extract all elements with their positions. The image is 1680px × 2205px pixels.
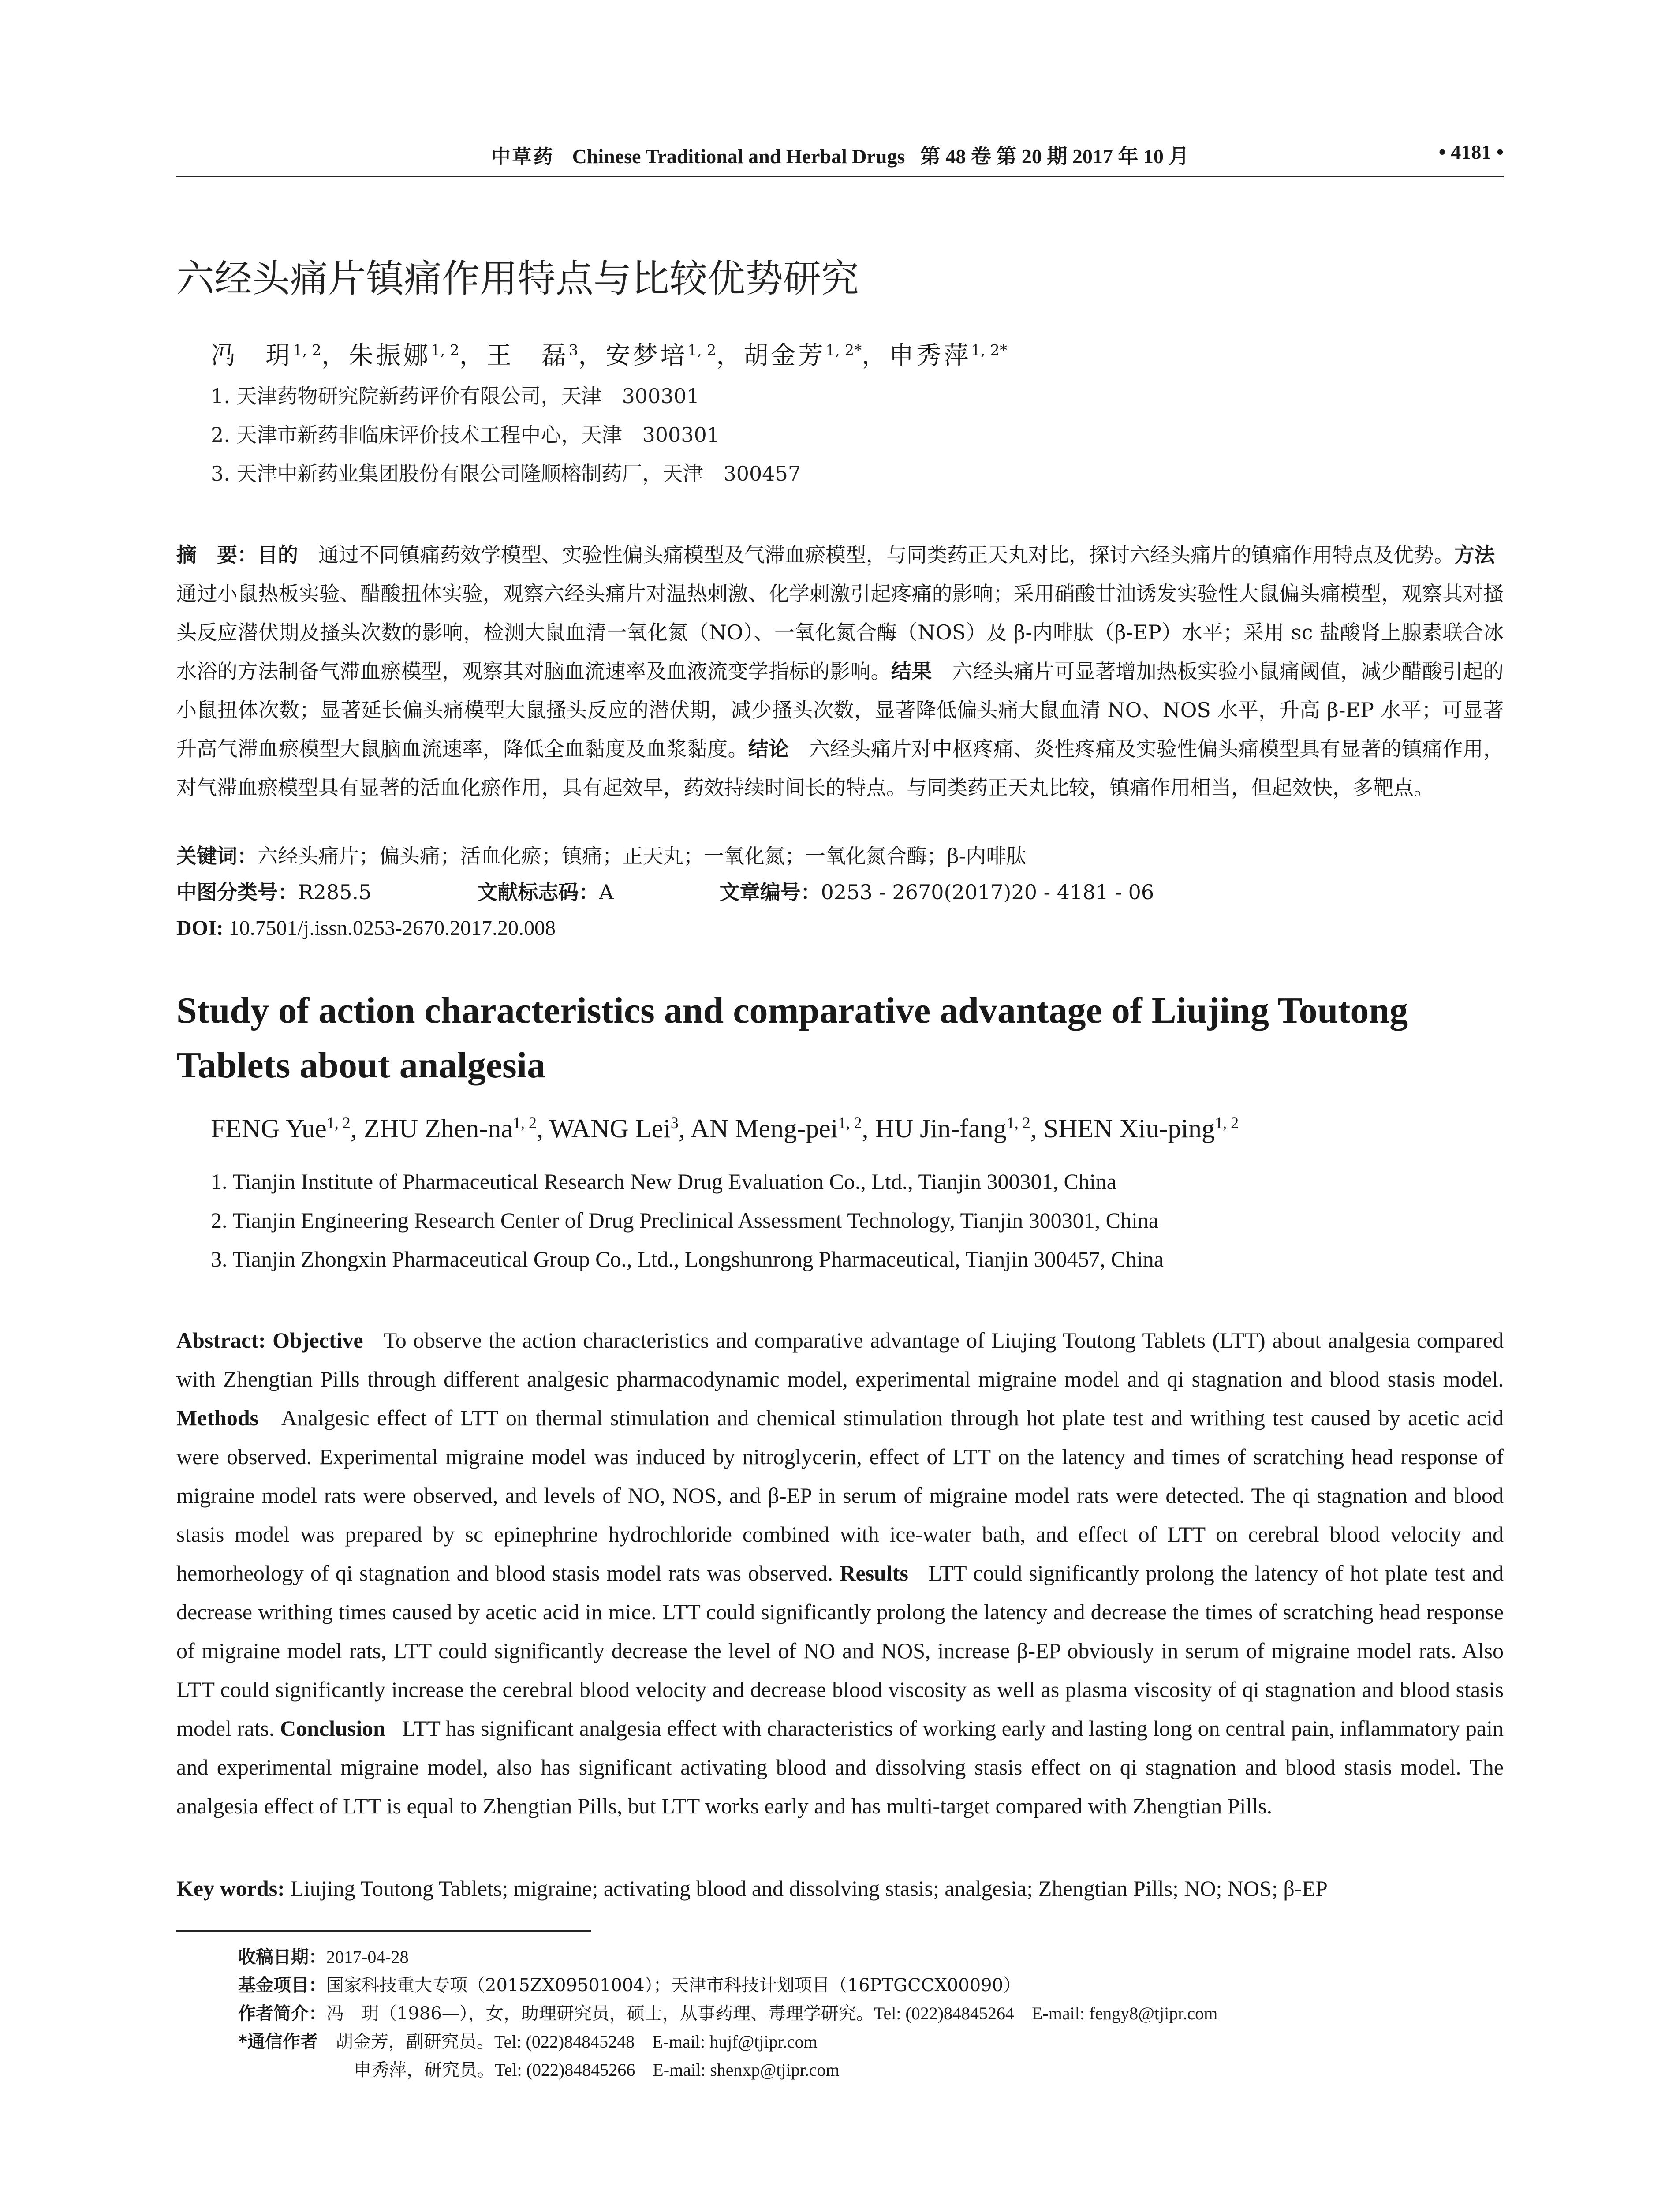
cn-title: 六经头痛片镇痛作用特点与比较优势研究 [176, 257, 859, 301]
en-author: HU Jin-fang [875, 1114, 1007, 1143]
en-affiliation: 3. Tianjin Zhongxin Pharmaceutical Group Co., Ltd., Longshunrong Pharmaceutical, Tianjin 300457, China [211, 1247, 1164, 1271]
doc-code-label: 文献标志码： [477, 880, 599, 904]
cn-author-sep: ， [321, 341, 349, 370]
en-author-sup: 3 [670, 1114, 679, 1132]
cn-author-sep: ， [459, 341, 487, 370]
corresponding-label: *通信作者 [238, 2032, 318, 2052]
en-author-sep: , [678, 1114, 691, 1143]
cn-author: 胡金芳 [743, 341, 826, 370]
clc-value: R285.5 [298, 880, 372, 904]
corresponding-2-contact: Tel: (022)84845266 E-mail: shenxp@tjipr.com [495, 2060, 840, 2080]
cn-keywords-text: 六经头痛片；偏头痛；活血化瘀；镇痛；正天丸；一氧化氮；一氧化氮合酶；β-内啡肽 [258, 844, 1027, 868]
en-results-label: Results [840, 1561, 908, 1585]
cn-affiliation: 3. 天津中新药业集团股份有限公司隆顺榕制药厂，天津 300457 [211, 462, 801, 486]
doi-label: DOI: [176, 916, 224, 940]
cn-author-sep: ， [862, 341, 889, 370]
en-keywords [176, 1869, 1504, 1908]
cn-author-sup: 1, 2 [430, 341, 459, 359]
en-objective-text: To observe the action characteristics and comparative advantage of Liujing Toutong Tablets (LTT) about analgesia compared with Zhengtian Pills through different analgesic pharmacodynamic model, experimental migraine model and qi stagnation and blood stasis model. [176, 1328, 1504, 1391]
running-header [176, 140, 1504, 176]
footnote-rule [176, 1930, 591, 1932]
footnote-fund [238, 1971, 1021, 1999]
received-label: 收稿日期： [238, 1947, 326, 1967]
cn-author-sup: 1, 2* [825, 341, 862, 359]
cn-keywords [176, 838, 1504, 874]
cn-author-sep: ， [578, 341, 606, 370]
en-author-sep: , [1030, 1114, 1044, 1143]
en-abstract-label: Abstract: [176, 1328, 266, 1353]
cn-author-sup: 3 [568, 341, 579, 359]
en-author-sep: , [536, 1114, 549, 1143]
en-author-sep: , [862, 1114, 875, 1143]
corresponding-1-contact: Tel: (022)84845248 E-mail: hujf@tjipr.com [494, 2032, 818, 2052]
fund-text: 国家科技重大专项（2015ZX09501004）；天津市科技计划项目（16PTGCCX00090） [326, 1975, 1021, 1996]
en-affiliation: 1. Tianjin Institute of Pharmaceutical Research New Drug Evaluation Co., Ltd., Tianjin 300301, China [211, 1169, 1116, 1194]
cn-author-sep: ， [716, 341, 744, 370]
cn-conclusion-text: 六经头痛片对中枢疼痛、炎性疼痛及实验性偏头痛模型具有显著的镇痛作用，对气滞血瘀模型具有显著的活血化瘀作用，具有起效早，药效持续时间长的特点。与同类药正天丸比较，镇痛作用相当，但起效快，多靶点。 [176, 737, 1504, 800]
en-keywords-text: Liujing Toutong Tablets; migraine; activating blood and dissolving stasis; analgesia; Zhengtian Pills; NO; NOS; β-EP [290, 1876, 1328, 1901]
cn-author: 王 磊 [486, 341, 569, 370]
cn-author: 申秀萍 [889, 341, 971, 370]
cn-methods-label: 方法 [1454, 543, 1495, 567]
en-objective-label: Objective [273, 1328, 363, 1353]
cn-author-sup: 1, 2* [971, 341, 1008, 359]
cn-author: 冯 玥 [211, 341, 293, 370]
cn-author-sup: 1, 2 [293, 341, 321, 359]
clc-label: 中图分类号： [176, 880, 298, 904]
en-author: AN Meng-pei [690, 1114, 838, 1143]
footnote-received [238, 1943, 409, 1971]
doi [176, 910, 1504, 946]
author-bio-label: 作者简介： [238, 2003, 326, 2024]
en-abstract [176, 1321, 1504, 1825]
en-conclusion-text: LTT has significant analgesia effect with characteristics of working early and lasting long on central pain, inflammatory pain and experimental migraine model, also has significant activating blood and dissolving stasis effect on qi stagnation and blood stasis model. The analgesia effect of LTT is equal to Zhengtian Pills, but LTT works early and has multi-target compared with Zhengtian Pills. [176, 1716, 1504, 1818]
author-bio-contact: Tel: (022)84845264 E-mail: fengy8@tjipr.com [874, 2003, 1218, 2023]
en-affiliation: 2. Tianjin Engineering Research Center of Drug Preclinical Assessment Technology, Tianjin 300301, China [211, 1208, 1159, 1233]
doi-value: 10.7501/j.issn.0253-2670.2017.20.008 [228, 916, 556, 940]
cn-author-sup: 1, 2 [687, 341, 717, 359]
article-no-label: 文章编号： [719, 880, 821, 904]
cn-objective-label: 目的 [258, 543, 298, 567]
cn-methods-text: 通过小鼠热板实验、醋酸扭体实验，观察六经头痛片对温热刺激、化学刺激引起疼痛的影响；采用硝酸甘油诱发实验性大鼠偏头痛模型，观察其对搔头反应潜伏期及搔头次数的影响，检测大鼠血清一氧化氮（NO）、一氧化氮合酶（NOS）及 β-内啡肽（β-EP）水平；采用 sc 盐酸肾上腺素联合冰水浴的方法制备气滞血瘀模型，观察其对脑血流速率及血液流变学指标的影响。 [176, 543, 1515, 683]
cn-abstract-label: 摘 要： [176, 543, 258, 567]
header-rule [176, 176, 1504, 177]
en-title: Study of action characteristics and comparative advantage of Liujing Toutong Tablets about analgesia [176, 990, 1408, 1086]
en-keywords-label: Key words: [176, 1876, 285, 1901]
cn-results-label: 结果 [891, 659, 932, 683]
en-author-sup: 1, 2 [326, 1114, 351, 1132]
cn-results-text: 六经头痛片可显著增加热板实验小鼠痛阈值，减少醋酸引起的小鼠扭体次数；显著延长偏头痛模型大鼠搔头反应的潜伏期，减少搔头次数，显著降低偏头痛大鼠血清 NO、NOS 水平，升高 β-EP 水平；可显著升高气滞血瘀模型大鼠脑血流速率，降低全血黏度及血浆黏度。 [176, 659, 1504, 761]
cn-affiliation: 1. 天津药物研究院新药评价有限公司，天津 300301 [211, 384, 700, 408]
cn-conclusion-label: 结论 [748, 737, 789, 761]
en-author-sep: , [350, 1114, 364, 1143]
cn-author-list [211, 336, 1007, 371]
footnote-author [238, 1999, 1217, 2028]
en-author-sup: 1, 2 [1215, 1114, 1239, 1132]
journal-line [176, 140, 1504, 169]
en-author: FENG Yue [211, 1114, 327, 1143]
en-author-sup: 1, 2 [838, 1114, 862, 1132]
en-author: WANG Lei [549, 1114, 671, 1143]
corresponding-2-text: 申秀萍，研究员。 [354, 2060, 495, 2080]
article-no-value: 0253 - 2670(2017)20 - 4181 - 06 [821, 880, 1154, 904]
journal-issue: 第 48 卷 第 20 期 2017 年 10 月 [920, 145, 1189, 168]
received-date: 2017-04-28 [326, 1947, 409, 1967]
en-methods-text: Analgesic effect of LTT on thermal stimulation and chemical stimulation through hot plate test and writhing test caused by acetic acid were observed. Experimental migraine model was induced by nitroglycerin, effect of LTT on the latency and times of scratching head response of migraine model rats were observed, and levels of NO, NOS, and β-EP in serum of migraine model rats were detected. The qi stagnation and blood stasis model was prepared by sc epinephrine hydrochloride combined with ice-water bath, and effect of LTT on cerebral blood velocity and hemorheology of qi stagnation and blood stasis model rats was observed. [176, 1405, 1504, 1585]
doc-code-value: A [599, 880, 614, 904]
page-number: • 4181 • [1438, 141, 1504, 163]
cn-author: 朱振娜 [348, 341, 431, 370]
en-conclusion-label: Conclusion [280, 1716, 385, 1741]
en-methods-label: Methods [176, 1405, 259, 1430]
cn-affiliation: 2. 天津市新药非临床评价技术工程中心，天津 300301 [211, 423, 720, 447]
footnote-corresponding [238, 2028, 818, 2056]
journal-name-en: Chinese Traditional and Herbal Drugs [572, 145, 905, 168]
corresponding-1-text: 胡金芳，副研究员。 [317, 2032, 494, 2052]
author-bio-text: 冯 玥（1986—），女，助理研究员，硕士，从事药理、毒理学研究。 [326, 2003, 874, 2024]
cn-author: 安梦培 [605, 341, 688, 370]
cn-abstract [176, 535, 1515, 807]
en-author-sup: 1, 2 [512, 1114, 537, 1132]
cn-classification [176, 874, 1504, 910]
cn-keywords-label: 关键词： [176, 844, 258, 868]
fund-label: 基金项目： [238, 1975, 326, 1996]
en-author-sup: 1, 2 [1006, 1114, 1030, 1132]
en-results-text: LTT could significantly prolong the latency of hot plate test and decrease writhing times caused by acetic acid in mice. LTT could significantly prolong the latency and decrease the times of scratching head response of migraine model rats, LTT could significantly decrease the level of NO and NOS, increase β-EP obviously in serum of migraine model rats. Also LTT could significantly increase the cerebral blood velocity and decrease blood viscosity as well as plasma viscosity of qi stagnation and blood stasis model rats. [176, 1561, 1504, 1741]
footnote-corresponding-2 [354, 2056, 840, 2084]
en-author-list [211, 1114, 1239, 1144]
journal-name-cn: 中草药 [491, 146, 555, 168]
cn-objective-text: 通过不同镇痛药效学模型、实验性偏头痛模型及气滞血瘀模型，与同类药正天丸对比，探讨六经头痛片的镇痛作用特点及优势。 [298, 543, 1454, 567]
en-author: ZHU Zhen-na [363, 1114, 513, 1143]
en-author: SHEN Xiu-ping [1043, 1114, 1215, 1143]
